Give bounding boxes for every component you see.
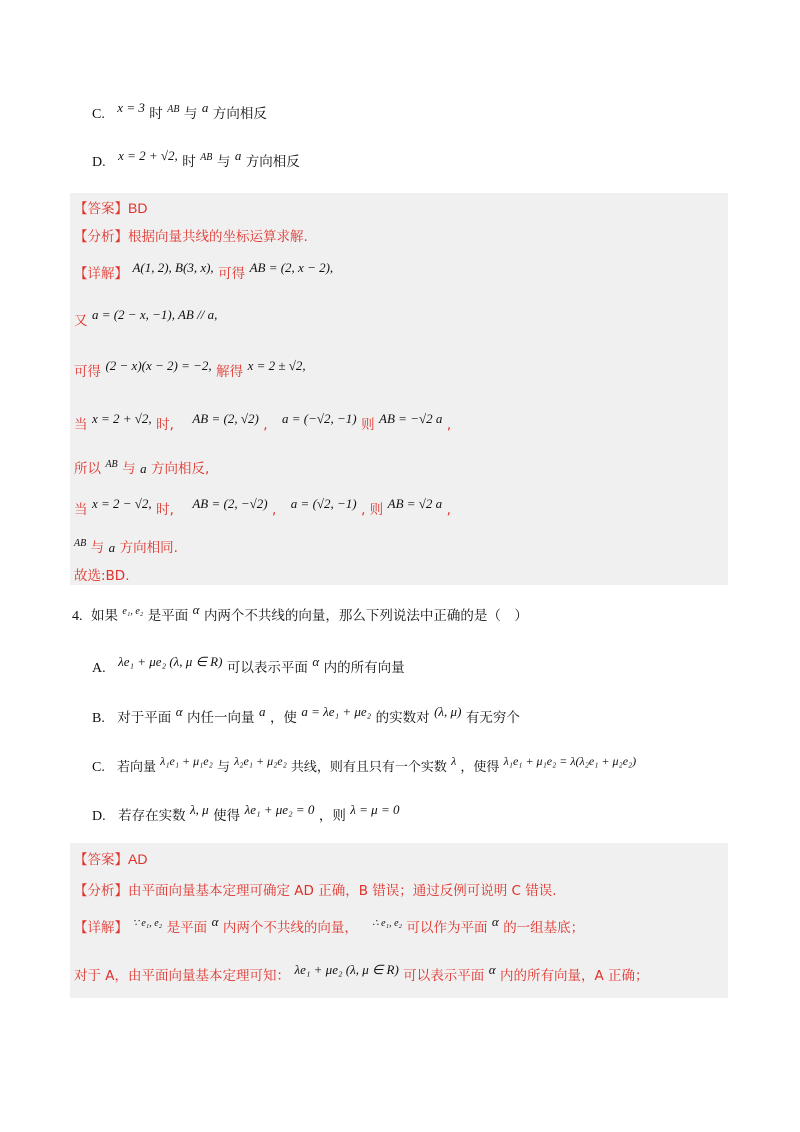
option-label: D. (92, 809, 106, 824)
question-text: 内两个不共线的向量，那么下列说法中正确的是（ ） (203, 608, 528, 624)
math-expression: α (211, 914, 219, 929)
option-text: ，使 (269, 710, 297, 726)
analysis-row (74, 227, 308, 247)
option-label: B. (92, 711, 105, 726)
detail-text: 是平面 (166, 920, 208, 936)
math-expression: λ, μ (190, 802, 209, 817)
question-4-option-d (92, 802, 400, 827)
detail-row-2 (74, 962, 649, 986)
detail-row-2 (74, 307, 218, 331)
math-expression: λ₂e₁ + μ₂e₂ (234, 754, 287, 768)
question-4-option-a (92, 654, 405, 679)
detail-text: 当 (74, 502, 88, 518)
analysis-row (74, 881, 557, 901)
question-4-stem (72, 602, 528, 628)
option-text: 可以表示平面 (226, 660, 308, 676)
math-expression: AB = −√2 a (379, 411, 443, 426)
option-text: 内的所有向量 (323, 660, 405, 676)
answer-row (74, 849, 147, 870)
math-expression: AB = (2, x − 2), (249, 260, 334, 275)
detail-row-5 (74, 459, 209, 481)
vector-ab: AB (105, 459, 118, 470)
detail-text: 的一组基底； (503, 920, 585, 936)
vector-a: a (201, 100, 209, 115)
math-expression: α (192, 602, 200, 617)
detail-tag: 【详解】 (74, 920, 128, 936)
prev-option-d (92, 148, 300, 174)
math-expression: ∴ e₁, e₂ (372, 918, 402, 929)
answer-value: BD (128, 200, 148, 216)
answer-value: AD (128, 851, 148, 867)
analysis-text: 根据向量共线的坐标运算求解. (128, 229, 308, 245)
math-expression: λe₁ + μe₂ = 0 (244, 802, 315, 817)
detail-tag: 【详解】 (74, 266, 128, 282)
analysis-tag: 【分析】 (74, 229, 128, 245)
option-text: 对于平面 (117, 710, 172, 726)
math-expression: AB = √2 a (387, 496, 443, 511)
math-expression: a = (2 − x, −1), AB // a, (91, 307, 218, 322)
math-expression: λe₁ + μe₂ (λ, μ ∈ R) (294, 962, 399, 977)
math-expression: AB = (2, −√2) (192, 496, 268, 511)
detail-text: 则 (361, 417, 375, 433)
detail-row-6 (74, 496, 451, 520)
detail-text: 所以 (74, 461, 101, 477)
question-text: 如果 (90, 608, 118, 624)
vector-a: a (140, 461, 147, 476)
vector-ab: AB (74, 538, 87, 549)
detail-text: 可以作为平面 (406, 920, 488, 936)
detail-text: 内两个不共线的向量， (222, 920, 358, 936)
question-4-option-c (92, 754, 637, 778)
prev-option-c (92, 100, 267, 126)
detail-text: 与 (90, 540, 105, 556)
detail-text: 可得 (218, 266, 246, 282)
separator: , (446, 417, 452, 433)
option-text: ，则 (318, 808, 346, 824)
question-text: 是平面 (147, 608, 189, 624)
math-expression: a = (−√2, −1) (282, 411, 357, 426)
analysis-tag: 【分析】 (74, 883, 128, 899)
detail-row-1 (74, 260, 334, 284)
option-text: 与 (216, 154, 231, 170)
detail-row-4 (74, 411, 452, 435)
separator: , (263, 417, 268, 433)
detail-text: 又 (74, 313, 88, 329)
question-number: 4. (72, 609, 83, 624)
detail-row-3 (74, 358, 306, 382)
option-text: 使得 (213, 808, 241, 824)
math-expression: λ = μ = 0 (350, 802, 400, 817)
option-text: 与 (183, 106, 198, 122)
detail-text: 内的所有向量，A 正确； (500, 968, 649, 984)
detail-text: 当 (74, 417, 88, 433)
math-expression: α (491, 914, 499, 929)
math-expression: x = 2 ± √2, (247, 358, 306, 373)
math-expression: ∵ e₁, e₂ (132, 918, 163, 929)
detail-row-8 (74, 566, 130, 586)
option-label: C. (92, 760, 105, 775)
math-expression: (2 − x)(x − 2) = −2, (105, 358, 212, 373)
vector-a: a (108, 540, 116, 555)
answer-tag: 【答案】 (74, 852, 128, 868)
option-text: 若向量 (116, 760, 156, 775)
detail-row-7 (74, 538, 178, 560)
detail-text: 与 (122, 461, 136, 477)
analysis-text: 由平面向量基本定理可确定 AD 正确，B 错误；通过反例可说明 C 错误. (128, 883, 557, 899)
conclusion-text: 故选:BD. (74, 568, 130, 584)
math-expression: a (258, 704, 266, 719)
separator: , (272, 502, 277, 518)
vector-ab: AB (167, 104, 180, 115)
answer-row (74, 198, 147, 219)
detail-text: 方向相反, (151, 461, 210, 477)
detail-text: 时, (156, 417, 174, 433)
option-text: 内任一向量 (187, 710, 255, 726)
option-text: 方向相反 (212, 106, 267, 122)
detail-text: 对于 A，由平面向量基本定理可知： (74, 968, 291, 984)
option-label: A. (92, 661, 106, 676)
math-expression: λe₁ + μe₂ (λ, μ ∈ R) (118, 654, 223, 669)
separator: , (446, 502, 451, 518)
math-expression: AB = (2, √2) (192, 411, 259, 426)
solution-panel-3 (70, 193, 728, 585)
option-text: 时 (182, 154, 196, 170)
option-label: D. (92, 155, 106, 170)
detail-text: 时, (156, 502, 174, 518)
math-expression: a = λe₁ + μe₂ (301, 704, 372, 719)
vector-a: a (234, 148, 242, 163)
option-text: ，使得 (460, 760, 500, 775)
detail-text: 可以表示平面 (403, 968, 485, 984)
math-expression: x = 2 − √2, (91, 496, 152, 511)
detail-text: , 则 (361, 502, 384, 518)
math-expression: λ₁e₁ + μ₁e₂ (160, 754, 213, 768)
option-text: 的实数对 (375, 710, 430, 726)
math-expression: (λ, μ) (434, 704, 462, 719)
option-text: 时 (149, 106, 163, 122)
math-expression: x = 2 + √2, (91, 411, 152, 426)
detail-text: 解得 (216, 364, 244, 380)
math-expression: a = (√2, −1) (290, 496, 357, 511)
option-label: C. (92, 107, 105, 122)
math-expression: α (488, 962, 496, 977)
math-expression: λ (451, 754, 457, 768)
option-text: 方向相反 (245, 154, 300, 170)
question-4-option-b (92, 704, 520, 729)
detail-text: 可得 (74, 364, 101, 380)
math-expression: x = 2 + √2, (118, 148, 178, 163)
math-expression: x = 3 (117, 100, 145, 115)
math-expression: λ₁e₁ + μ₁e₂ = λ(λ₂e₁ + μ₂e₂) (503, 754, 637, 768)
math-expression: e₁, e₂ (122, 606, 144, 617)
vector-ab: AB (200, 152, 213, 163)
option-text: 与 (216, 760, 230, 775)
detail-text: 方向相同. (119, 540, 178, 556)
answer-tag: 【答案】 (74, 201, 128, 217)
option-text: 若存在实数 (118, 808, 186, 824)
option-text: 有无穷个 (465, 710, 520, 726)
option-text: 共线，则有且只有一个实数 (290, 760, 447, 775)
math-expression: α (175, 704, 183, 719)
math-expression: A(1, 2), B(3, x), (132, 260, 214, 275)
detail-row-1 (74, 914, 585, 940)
math-expression: α (312, 654, 320, 669)
